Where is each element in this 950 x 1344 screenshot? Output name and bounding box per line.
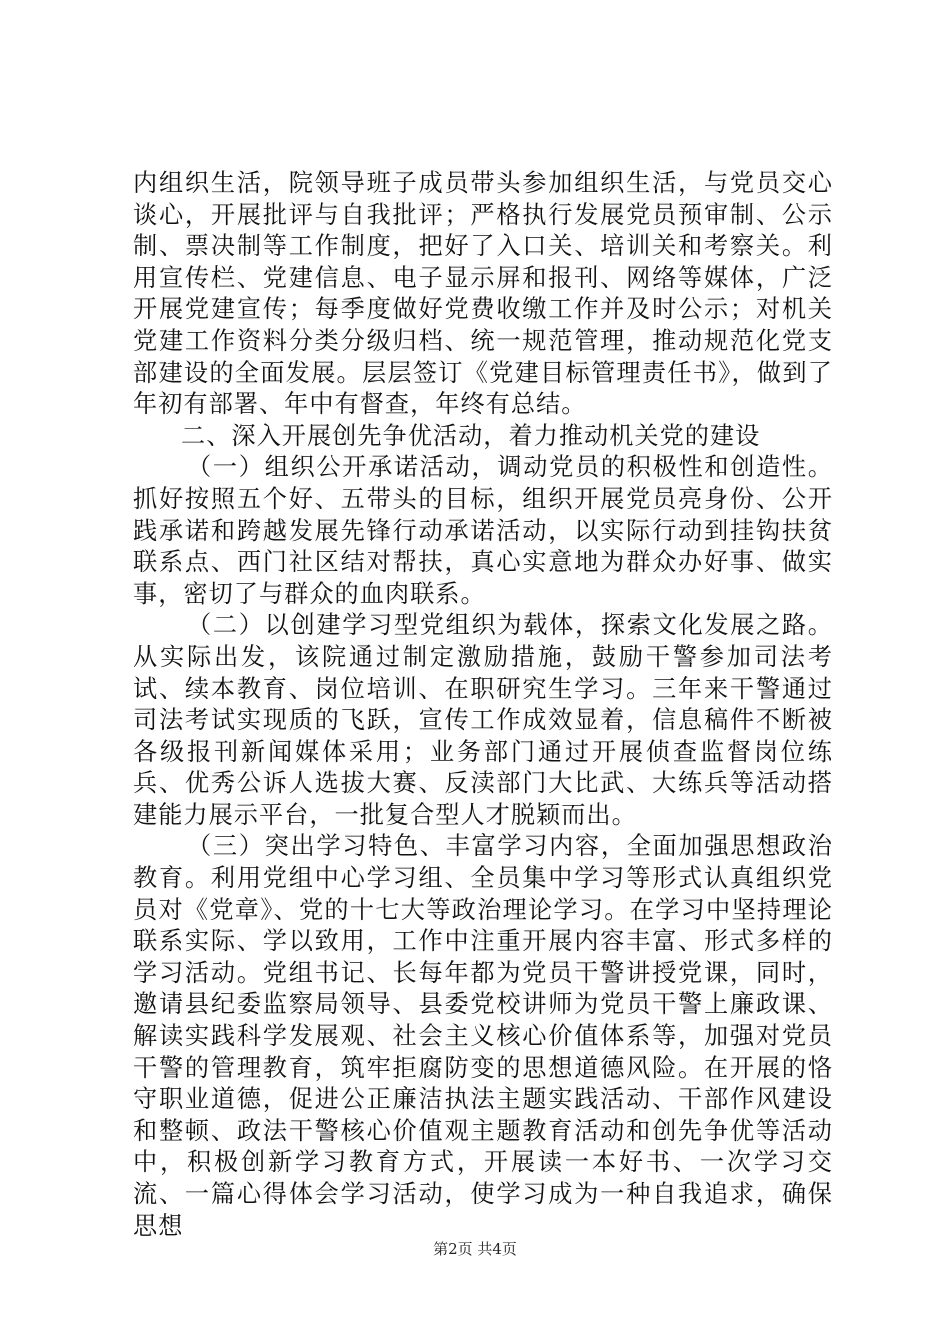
document-body [133,168,833,1242]
section-heading-two: 二、深入开展创先争优活动，着力推动机关党的建设 [181,421,761,450]
paragraph-public-commitment: （一）组织公开承诺活动，调动党员的积极性和创造性。抓好按照五个好、五带头的目标，组织开展党员亮身份、公开践承诺和跨越发展先锋行动承诺活动，以实际行动到挂钩扶贫联系点、西门社区结对帮扶，真心实意地为群众办好事、做实事，密切了与群众的血肉联系。 [133,453,833,608]
paragraph-party-organization-life: 内组织生活，院领导班子成员带头参加组织生活，与党员交心谈心，开展批评与自我批评；严格执行发展党员预审制、公示制、票决制等工作制度，把好了入口关、培训关和考察关。利用宣传栏、党建信息、电子显示屏和报刊、网络等媒体，广泛开展党建宣传；每季度做好党费收缴工作并及时公示；对机关党建工作资料分类分级归档、统一规范管理，推动规范化党支部建设的全面发展。层层签订《党建目标管理责任书》，做到了年初有部署、年中有督查，年终有总结。 [133,169,833,419]
paragraph-learning-organization: （二）以创建学习型党组织为载体，探索文化发展之路。从实际出发，该院通过制定激励措施，鼓励干警参加司法考试、续本教育、岗位培训、在职研究生学习。三年来干警通过司法考试实现质的飞跃，宣传工作成效显着，信息稿件不断被各级报刊新闻媒体采用；业务部门通过开展侦查监督岗位练兵、优秀公诉人选拔大赛、反渎部门大比武、大练兵等活动搭建能力展示平台，一批复合型人才脱颖而出。 [133,611,833,829]
paragraph-political-education: （三）突出学习特色、丰富学习内容，全面加强思想政治教育。利用党组中心学习组、全员集中学习等形式认真组织党员对《党章》、党的十七大等政治理论学习。在学习中坚持理论联系实际、学以致用，工作中注重开展内容丰富、形式多样的学习活动。党组书记、长每年都为党员干警讲授党课，同时，邀请县纪委监察局领导、县委党校讲师为党员干警上廉政课、解读实践科学发展观、社会主义核心价值体系等，加强对党员干警的管理教育，筑牢拒腐防变的思想道德风险。在开展的恪守职业道德，促进公正廉洁执法主题实践活动、干部作风建设和整顿、政法干警核心价值观主题教育活动和创先争优等活动中，积极创新学习教育方式，开展读一本好书、一次学习交流、一篇心得体会学习活动，使学习成为一种自我追求，确保思想 [133,832,833,1240]
page-number-footer: 第2页 共4页 [433,1240,517,1258]
